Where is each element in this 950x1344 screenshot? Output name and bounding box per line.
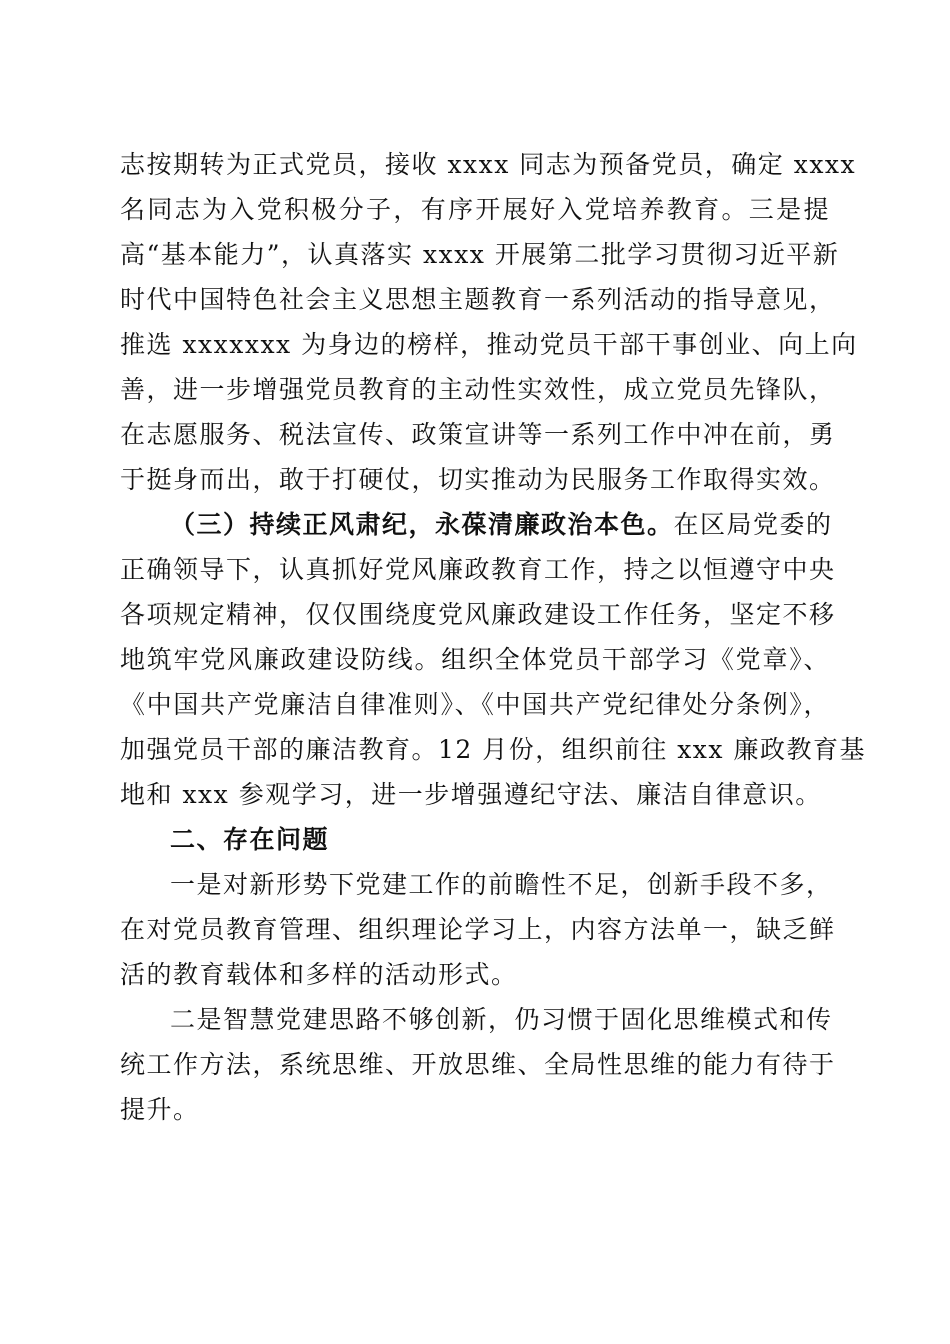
paragraph-line: 在志愿服务、税法宣传、政策宣讲等一系列工作中冲在前，勇: [120, 420, 836, 449]
paragraph-line: 正确领导下，认真抓好党风廉政教育工作，持之以恒遵守中央: [120, 555, 836, 584]
paragraph-line: 加强党员干部的廉洁教育。12 月份，组织前往 xxx 廉政教育基: [120, 735, 866, 764]
paragraph-line: 一是对新形势下党建工作的前瞻性不足，创新手段不多，: [170, 870, 833, 899]
paragraph-line: 地和 xxx 参观学习，进一步增强遵纪守法、廉洁自律意识。: [120, 780, 822, 809]
paragraph-line: 二是智慧党建思路不够创新，仍习惯于固化思维模式和传: [170, 1005, 833, 1034]
paragraph-lead-line: [170, 503, 833, 547]
paragraph-line: 在对党员教育管理、组织理论学习上，内容方法单一，缺乏鲜: [120, 915, 836, 944]
paragraph-line: 地筑牢党风廉政建设防线。组织全体党员干部学习《党章》、: [120, 645, 830, 674]
paragraph-line: 名同志为入党积极分子，有序开展好入党培养教育。三是提: [120, 195, 830, 224]
paragraph-line: 推选 xxxxxxx 为身边的榜样，推动党员干部干事创业、向上向: [120, 330, 858, 359]
paragraph-text: 在区局党委的: [673, 510, 833, 539]
paragraph-line: 善，进一步增强党员教育的主动性实效性，成立党员先锋队，: [120, 375, 836, 404]
paragraph-line: 提升。: [120, 1095, 200, 1124]
section-heading: 二、存在问题: [170, 825, 330, 854]
paragraph-line: 时代中国特色社会主义思想主题教育一系列活动的指导意见，: [120, 285, 836, 314]
paragraph-line: 高“基本能力”，认真落实 xxxx 开展第二批学习贯彻习近平新: [120, 240, 840, 269]
paragraph-line: 活的教育载体和多样的活动形式。: [120, 960, 518, 989]
subsection-title: （三）持续正风肃纪，永葆清廉政治本色。: [170, 510, 674, 539]
paragraph-line: 志按期转为正式党员，接收 xxxx 同志为预备党员，确定 xxxx: [120, 150, 857, 179]
paragraph-line: 统工作方法，系统思维、开放思维、全局性思维的能力有待于: [120, 1050, 836, 1079]
paragraph-line: 各项规定精神，仅仅围绕度党风廉政建设工作任务，坚定不移: [120, 600, 836, 629]
paragraph-line: 于挺身而出，敢于打硬仗，切实推动为民服务工作取得实效。: [120, 465, 836, 494]
paragraph-line: 《中国共产党廉洁自律准则》、《中国共产党纪律处分条例》，: [120, 690, 830, 719]
